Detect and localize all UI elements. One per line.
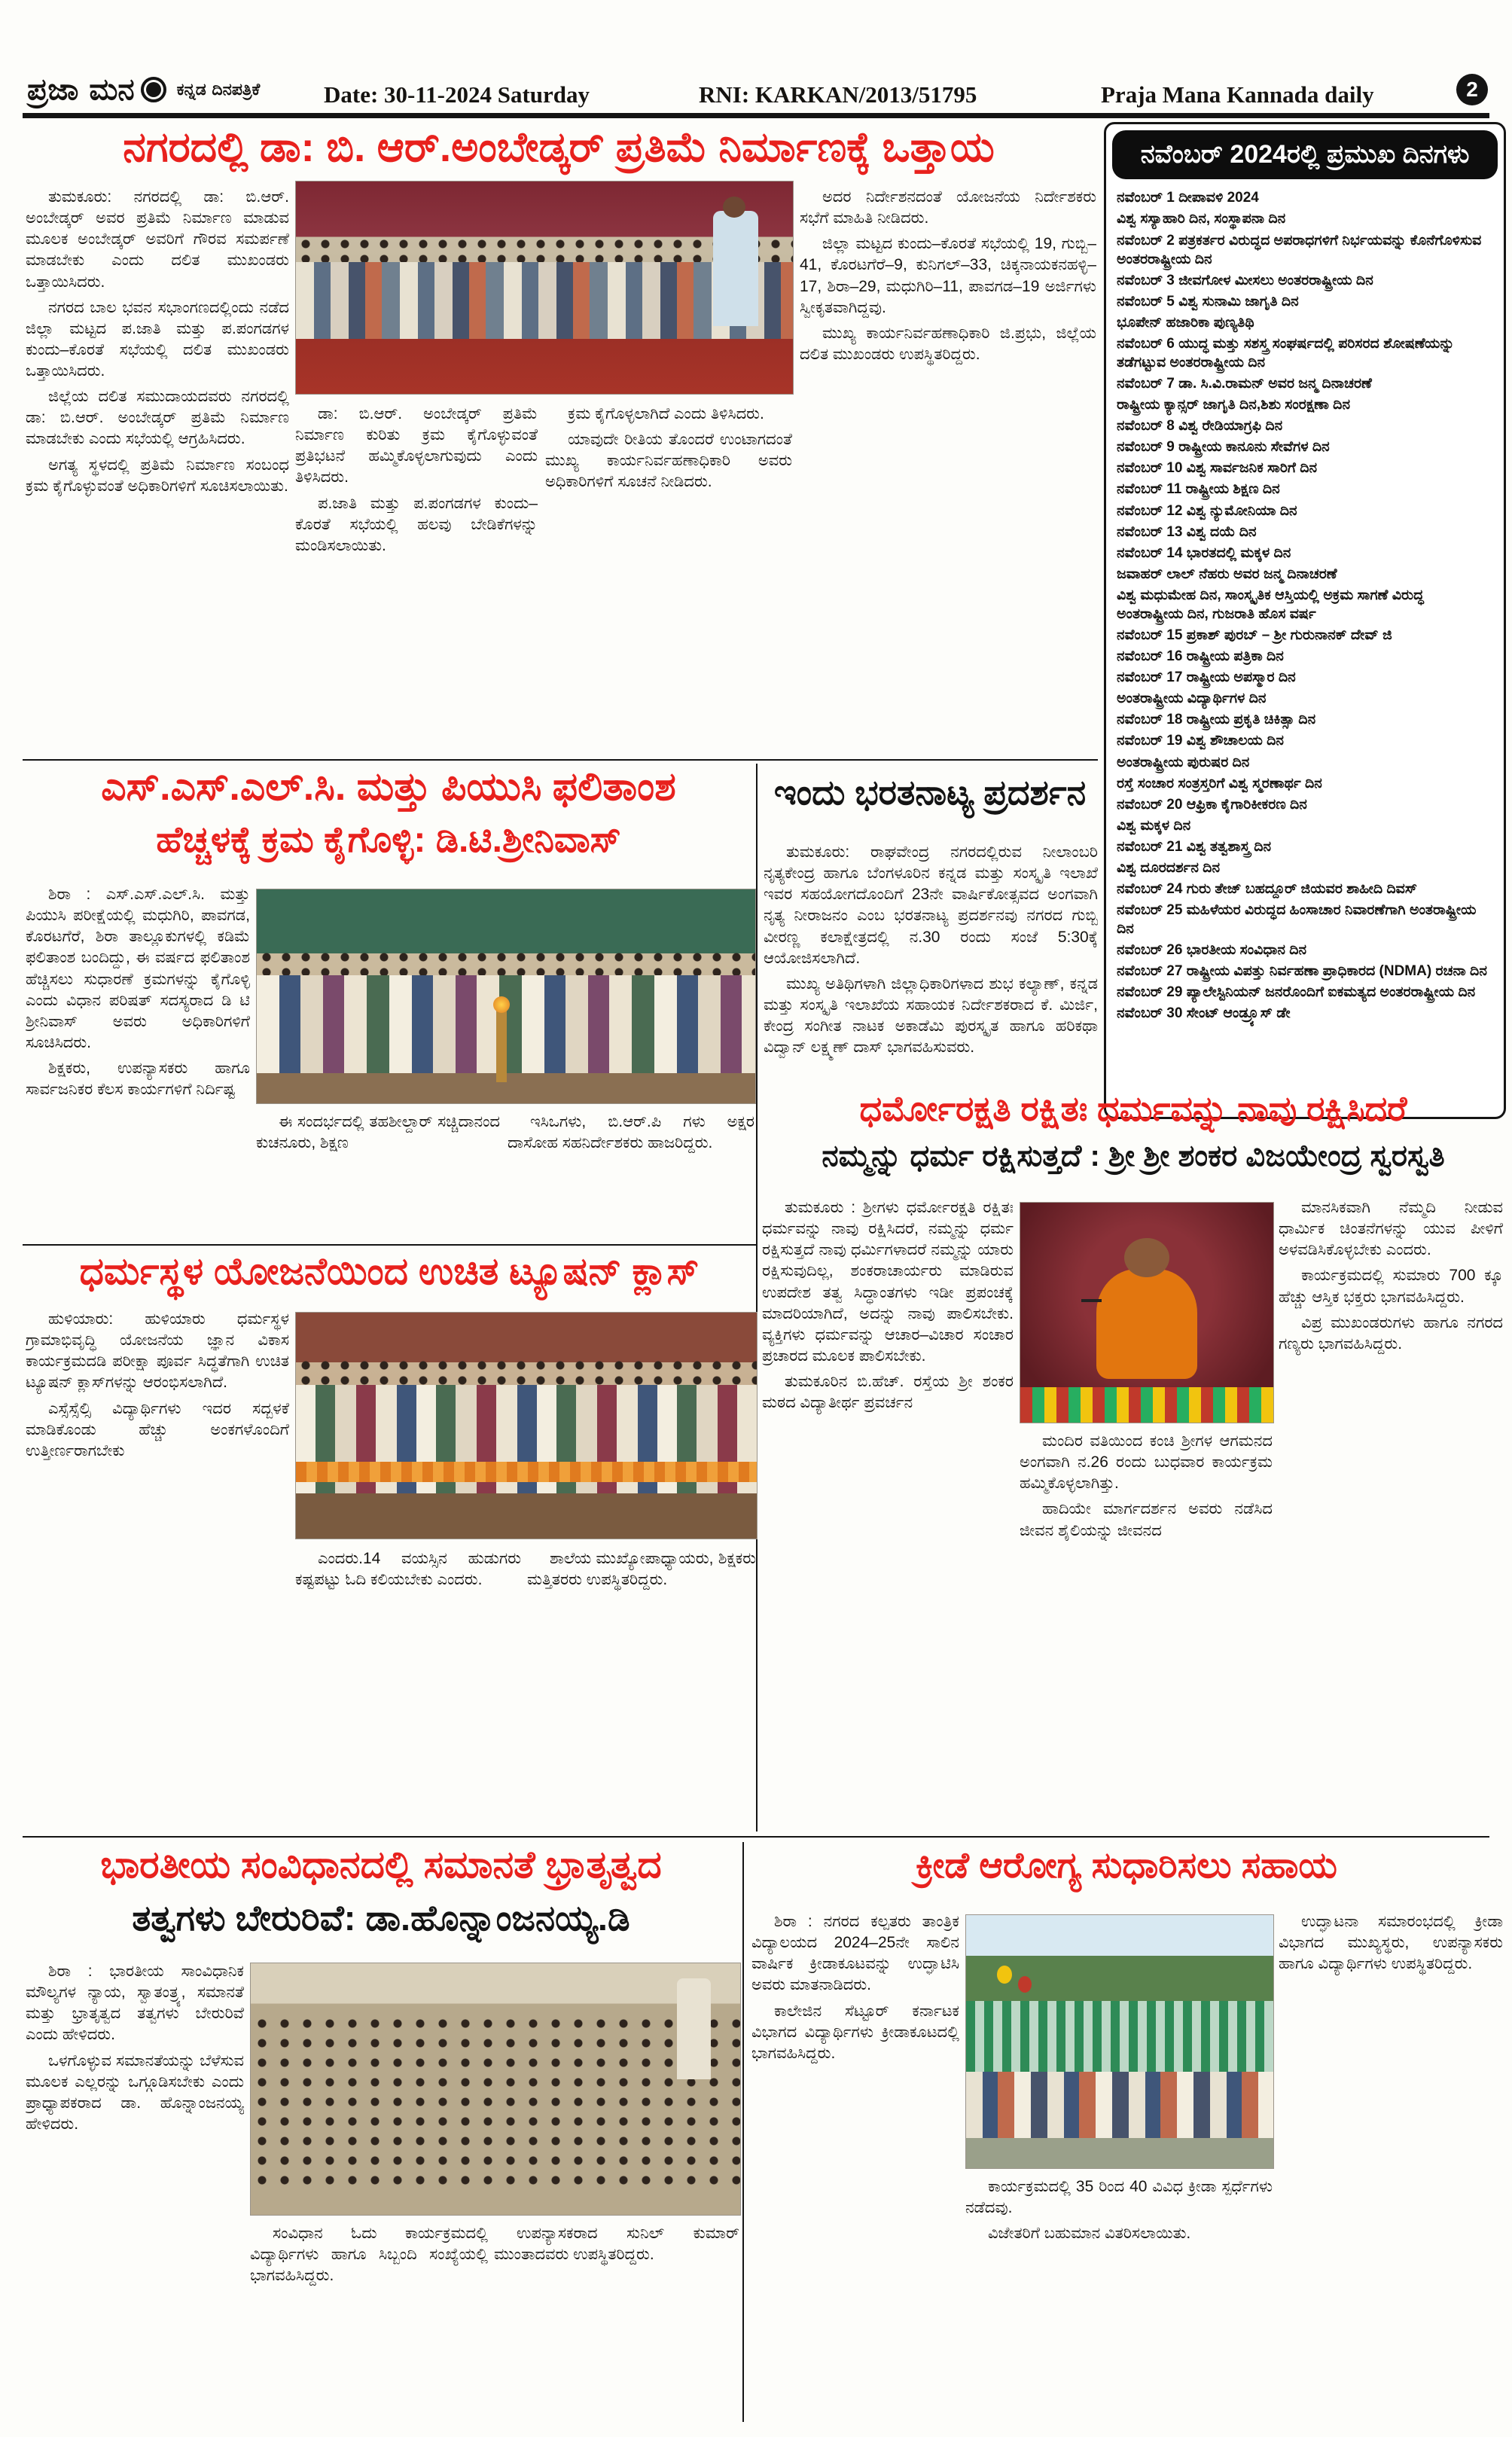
body-paragraph: ಮಂದಿರ ವತಿಯಿಂದ ಕಂಚಿ ಶ್ರೀಗಳ ಆಗಮನದ ಅಂಗವಾಗಿ ನ.26 ರಂದು ಬುಧವಾರ ಕಾರ್ಯಕ್ರಮ ಹಮ್ಮಿಕೊಳ್ಳಲಾಗಿತ್ತು. [1020,1432,1273,1493]
photo-detail [1096,1269,1197,1379]
divider [23,1244,756,1246]
balloon-icon [997,1966,1012,1984]
body-paragraph: ಶಿರಾ : ಎಸ್.ಎಸ್.ಎಲ್.ಸಿ. ಮತ್ತು ಪಿಯುಸಿ ಪರೀಕ್ಷೆಯಲ್ಲಿ ಮಧುಗಿರಿ, ಪಾವಗಡ, ಕೊರಟಗೆರೆ, ಶಿರಾ ತಾಲ್ಲೂಕುಗಳಲ್ಲಿ ಕಡಿಮೆ ಫಲಿತಾಂಶ ಬಂದಿದ್ದು, ಈ ವರ್ಷದ ಫಲಿತಾಂಶ ಹೆಚ್ಚಿಸಲು ಸುಧಾರಣೆ ಕ್ರಮಗಳನ್ನು ಕೈಗೊಳ್ಳಿ ಎಂದು ವಿಧಾನ ಪರಿಷತ್ ಸದಸ್ಯರಾದ ಡಿ ಟಿ ಶ್ರೀನಿವಾಸ್ ಅವರು ಅಧಿಕಾರಿಗಳಿಗೆ ಸೂಚಿಸಿದರು. [26,886,250,1051]
important-day-entry: ನವೆಂಬರ್ 29 ಪ್ಯಾಲೇಸ್ಟಿನಿಯನ್ ಜನರೊಂದಿಗೆ ಐಕಮತ್ಯದ ಅಂತರರಾಷ್ಟ್ರೀಯ ದಿನ [1117,984,1476,1001]
important-day-entry: ನವೆಂಬರ್ 20 ಆಫ್ರಿಕಾ ಕೈಗಾರಿಕೀಕರಣ ದಿನ [1117,796,1307,813]
article2-headline-line1: ಎಸ್.ಎಸ್.ಎಲ್.ಸಿ. ಮತ್ತು ಪಿಯುಸಿ ಫಲಿತಾಂಶ [101,765,676,809]
important-days-box [1104,122,1506,1119]
body-paragraph: ತುಮಕೂರು: ನಗರದಲ್ಲಿ ಡಾ: ಬಿ.ಆರ್. ಅಂಬೇಡ್ಕರ್ ಅವರ ಪ್ರತಿಮೆ ನಿರ್ಮಾಣ ಮಾಡುವ ಮೂಲಕ ಅಂಬೇಡ್ಕರ್ ಅವರಿಗೆ ಗೌರವ ಸಮರ್ಪಣೆ ಮಾಡಬೇಕು ಎಂದು ದಲಿತ ಮುಖಂಡರು ಒತ್ತಾಯಿಸಿದರು. [26,188,289,291]
body-paragraph: ತುಮಕೂರು : ಶ್ರೀಗಳು ಧರ್ಮೋರಕ್ಷತಿ ರಕ್ಷಿತಃ ಧರ್ಮವನ್ನು ನಾವು ರಕ್ಷಿಸಿದರೆ, ನಮ್ಮನ್ನು ಧರ್ಮ ರಕ್ಷಿಸುತ್ತದೆ ನಾವು ಧರ್ಮಿಗಳಾದರೆ ನಮ್ಮನ್ನು ಯಾರು ರಕ್ಷಿಸುವುದಿಲ್ಲ, ಶಂಕರಾಚಾರ್ಯರು ಮಾಡಿರುವ ಉಪದೇಶ ತತ್ವ ಸಿದ್ಧಾಂತಗಳು ಇಡೀ ಪ್ರಪಂಚಕ್ಕೆ ಮಾದರಿಯಾಗಿದೆ, ಅದನ್ನು ನಾವು ಪಾಲಿಸಬೇಕು. ವ್ಯಕ್ತಿಗಳು ಧರ್ಮವನ್ನು ಆಚಾರ–ವಿಚಾರ ಸಂಚಾರ ಪ್ರಚಾರದ ಮೂಲಕ ಪಾಲಿಸಬೇಕು. [762,1199,1014,1365]
important-day-entry: ನವೆಂಬರ್ 12 ವಿಶ್ವ ನ್ಯುಮೋನಿಯಾ ದಿನ [1117,502,1297,519]
body-paragraph: ಶಿಕ್ಷಕರು, ಉಪನ್ಯಾಸಕರು ಹಾಗೂ ಸಾರ್ವಜನಿಕರ ಕೆಲಸ ಕಾರ್ಯಗಳಿಗೆ ನಿರ್ದಿಷ್ಟ [26,1060,250,1099]
article4-headline-line1: ಧರ್ಮೋರಕ್ಷತಿ ರಕ್ಷಿತಃ ಧರ್ಮವನ್ನು ನಾವು ರಕ್ಷಿಸಿದರೆ [859,1089,1407,1128]
article2-photo [256,889,756,1104]
body-paragraph: ಕಾಲೇಜಿನ ಸೆಟ್ಟೂರ್ ಕರ್ನಾಟಕ ವಿಭಾಗದ ವಿದ್ಯಾರ್ಥಿಗಳು ಕ್ರೀಡಾಕೂಟದಲ್ಲಿ ಭಾಗವಹಿಸಿದ್ದರು. [751,2002,959,2062]
important-day-entry: ಭೂಪೇನ್ ಹಜಾರಿಕಾ ಪುಣ್ಯತಿಥಿ [1117,314,1254,331]
important-day-entry: ನವೆಂಬರ್ 21 ವಿಶ್ವ ತತ್ವಶಾಸ್ತ್ರ ದಿನ [1117,838,1272,855]
body-paragraph: ಎಂದರು.14 ವಯಸ್ಸಿನ ಹುಡುಗರು ಕಷ್ಟಪಟ್ಟು ಓದಿ ಕಲಿಯಬೇಕು ಎಂದರು. [295,1550,521,1589]
important-day-entry: ನವೆಂಬರ್ 6 ಯುದ್ಧ ಮತ್ತು ಸಶಸ್ತ್ರ ಸಂಘರ್ಷದಲ್ಲಿ ಪರಿಸರದ ಶೋಷಣೆಯನ್ನು ತಡೆಗಟ್ಟುವ ಅಂತರರಾಷ್ಟ್ರೀಯ ದಿನ [1117,335,1455,371]
photo-detail [966,2138,1273,2168]
body-paragraph: ಮುಖ್ಯ ಕಾರ್ಯನಿರ್ವಹಣಾಧಿಕಾರಿ ಜಿ.ಪ್ರಭು, ಜಿಲ್ಲೆಯ ದಲಿತ ಮುಖಂಡರು ಉಪಸ್ಥಿತರಿದ್ದರು. [800,324,1096,363]
body-paragraph: ಇಸಿಒಗಳು, ಬಿ.ಆರ್.ಪಿ ಗಳು ಅಕ್ಷರ ದಾಸೋಹ ಸಹನಿರ್ದೇಶಕರು ಹಾಜರಿದ್ದರು. [508,1113,754,1152]
body-paragraph: ಪ.ಜಾತಿ ಮತ್ತು ಪ.ಪಂಗಡಗಳ ಕುಂದು–ಕೊರತೆ ಸಭೆಯಲ್ಲಿ ಹಲವು ಬೇಡಿಕೆಗಳನ್ನು ಮಂಡಿಸಲಾಯಿತು. [295,494,538,554]
important-day-entry: ನವೆಂಬರ್ 9 ರಾಷ್ಟ್ರೀಯ ಕಾನೂನು ಸೇವೆಗಳ ದಿನ [1117,439,1330,456]
important-day-entry: ನವೆಂಬರ್ 30 ಸೇಂಟ್ ಆಂಡ್ರ್ಯೂಸ್ ಡೇ [1117,1005,1291,1022]
body-paragraph: ಕ್ರಮ ಕೈಗೊಳ್ಳಲಾಗಿದೆ ಎಂದು ತಿಳಿಸಿದರು. [568,405,764,422]
body-paragraph: ಶಾಲೆಯ ಮುಖ್ಯೋಪಾಧ್ಯಾಯರು, ಶಿಕ್ಷಕರು ಮತ್ತಿತರರು ಉಪಸ್ಥಿತರಿದ್ದರು. [527,1550,756,1589]
article5-column-2 [295,1548,521,1806]
important-day-entry: ವಿಶ್ವ ಮಕ್ಕಳ ದಿನ [1117,817,1191,834]
article7-headline: ಕ್ರೀಡೆ ಆರೋಗ್ಯ ಸುಧಾರಿಸಲು ಸಹಾಯ [916,1846,1337,1886]
divider [756,764,758,1832]
article1-column-2 [295,404,538,756]
body-paragraph: ಶಿರಾ : ನಗರದ ಕಲ್ಪತರು ತಾಂತ್ರಿಕ ವಿದ್ಯಾಲಯದ 2024–25ನೇ ಸಾಲಿನ ವಾರ್ಷಿಕ ಕ್ರೀಡಾಕೂಟವನ್ನು ಉದ್ಘಾಟಿಸಿ ಅವರು ಮಾತನಾಡಿದರು. [751,1913,959,1994]
balloon-icon [1018,1976,1032,1993]
photo-detail [493,996,510,1013]
body-paragraph: ಹಾದಿಯೇ ಮಾರ್ಗದರ್ಶನ ಅವರು ನಡೆಸಿದ ಜೀವನ ಶೈಲಿಯನ್ನು ಜೀವನದ [1020,1500,1273,1539]
important-day-entry: ನವೆಂಬರ್ 19 ವಿಶ್ವ ಶೌಚಾಲಯ ದಿನ [1117,733,1284,749]
article2-column-1 [26,884,250,1237]
article6-column-2 [250,2223,488,2416]
body-paragraph: ಯಾವುದೇ ರೀತಿಯ ತೊಂದರೆ ಉಂಟಾಗದಂತೆ ಮುಖ್ಯ ಕಾರ್ಯನಿರ್ವಹಣಾಧಿಕಾರಿ ಅವರು ಅಧಿಕಾರಿಗಳಿಗೆ ಸೂಚನೆ ನೀಡಿದರು. [545,431,792,491]
body-paragraph: ಅದರ ನಿರ್ದೇಶನದಂತೆ ಯೋಜನೆಯ ನಿರ್ದೇಶಕರು ಸಭೆಗೆ ಮಾಹಿತಿ ನೀಡಿದರು. [800,188,1096,227]
important-day-entry: ವಿಶ್ವ ಸಸ್ಯಾಹಾರಿ ದಿನ, ಸಂಸ್ಥಾಪನಾ ದಿನ [1117,211,1286,227]
body-paragraph: ಜಿಲ್ಲೆಯ ದಲಿತ ಸಮುದಾಯದವರು ನಗರದಲ್ಲಿ ಡಾ: ಬಿ.ಆರ್. ಅಂಬೇಡ್ಕರ್ ಪ್ರತಿಮೆ ನಿರ್ಮಾಣ ಮಾಡಬೇಕು ಎಂದು ಸಭೆಯಲ್ಲಿ ಆಗ್ರಹಿಸಿದರು. [26,388,289,448]
article1-headline: ನಗರದಲ್ಲಿ ಡಾ: ಬಿ. ಆರ್.ಅಂಬೇಡ್ಕರ್ ಪ್ರತಿಮೆ ನಿರ್ಮಾಣಕ್ಕೆ ಒತ್ತಾಯ [123,124,995,170]
edition-date: Date: 30-11-2024 Saturday [324,81,590,108]
article3-body [764,842,1098,1084]
article2-headline-line2: ಹೆಚ್ಚಳಕ್ಕೆ ಕ್ರಮ ಕೈಗೊಳ್ಳಿ: ಡಿ.ಟಿ.ಶ್ರೀನಿವಾಸ್ [156,820,621,860]
photo-detail [296,1462,757,1482]
important-day-entry: ನವೆಂಬರ್ 5 ವಿಶ್ವ ಸುನಾಮಿ ಜಾಗೃತಿ ದಿನ [1117,293,1299,310]
body-paragraph: ವಿಪ್ರ ಮುಖಂಡರುಗಳು ಹಾಗೂ ನಗರದ ಗಣ್ಯರು ಭಾಗವಹಿಸಿದ್ದರು. [1279,1313,1503,1353]
body-paragraph: ನಗರದ ಬಾಲ ಭವನ ಸಭಾಂಗಣದಲ್ಲಿಂದು ನಡೆದ ಜಿಲ್ಲಾ ಮಟ್ಟದ ಪ.ಜಾತಿ ಮತ್ತು ಪ.ಪಂಗಡಗಳ ಕುಂದು–ಕೊರತೆ ಸಭೆಯಲ್ಲಿ ದಲಿತ ಮುಖಂಡರು ಒತ್ತಾಯಿಸಿದರು. [26,298,289,380]
article6-photo [250,1963,741,2216]
body-paragraph: ಜಿಲ್ಲಾ ಮಟ್ಟದ ಕುಂದು–ಕೊರತೆ ಸಭೆಯಲ್ಲಿ 19, ಗುಬ್ಬಿ–41, ಕೊರಟಗೆರೆ–9, ಕುನಿಗಲ್–33, ಚಿಕ್ಕನಾಯಕನಹಳ್ಳಿ–17, ಶಿರಾ–29, ಮಧುಗಿರಿ–11, ಪಾವಗಡ–19 ಅರ್ಜಿಗಳು ಸ್ವೀಕೃತವಾಗಿದ್ದವು. [800,235,1096,316]
article5-photo [295,1312,758,1539]
body-paragraph: ವಿಜೇತರಿಗೆ ಬಹುಮಾನ ವಿತರಿಸಲಾಯಿತು. [988,2225,1191,2243]
photo-detail [713,211,758,325]
important-day-entry: ನವೆಂಬರ್ 14 ಭಾರತದಲ್ಲಿ ಮಕ್ಕಳ ದಿನ [1117,544,1291,561]
masthead-logo-subtext: ಕನ್ನಡ ದಿನಪತ್ರಿಕೆ [176,80,261,99]
important-day-entry: ನವೆಂಬರ್ 16 ರಾಷ್ಟ್ರೀಯ ಪತ್ರಿಕಾ ದಿನ [1117,648,1284,665]
body-paragraph: ಈ ಸಂದರ್ಭದಲ್ಲಿ ತಹಶೀಲ್ದಾರ್ ಸಚ್ಚಿದಾನಂದ ಕುಚನೂರು, ಶಿಕ್ಷಣ [256,1113,500,1152]
important-day-entry: ವಿಶ್ವ ಮಧುಮೇಹ ದಿನ, ಸಾಂಸ್ಕೃತಿಕ ಆಸ್ತಿಯಲ್ಲಿ ಅಕ್ರಮ ಸಾಗಣೆ ವಿರುದ್ಧ ಅಂತರಾಷ್ಟ್ರೀಯ ದಿನ, ಗುಜರಾತಿ ಹೊಸ ವರ್ಷ [1117,587,1424,622]
body-paragraph: ಮಾನಸಿಕವಾಗಿ ನೆಮ್ಮದಿ ನೀಡುವ ಧಾರ್ಮಿಕ ಚಿಂತನೆಗಳನ್ನು ಯುವ ಪೀಳಿಗೆ ಅಳವಡಿಸಿಕೊಳ್ಳಬೇಕು ಎಂದರು. [1279,1199,1503,1259]
page-number-badge: 2 [1456,74,1488,105]
important-day-entry: ಜವಾಹರ್ ಲಾಲ್ ನೆಹರು ಅವರ ಜನ್ಮ ದಿನಾಚರಣೆ [1117,566,1337,582]
divider [23,759,1098,761]
article5-headline: ಧರ್ಮಸ್ಥಳ ಯೋಜನೆಯಿಂದ ಉಚಿತ ಟ್ಯೂಷನ್ ಕ್ಲಾಸ್ [79,1250,700,1292]
body-paragraph: ಉಪನ್ಯಾಸಕರಾದ ಸುನಿಲ್ ಕುಮಾರ್ ಮುಂತಾದವರು ಉಪಸ್ಥಿತರಿದ್ದರು. [494,2225,739,2264]
header-rule [23,113,1489,118]
important-day-entry: ವಿಶ್ವ ದೂರದರ್ಶನ ದಿನ [1117,859,1221,876]
divider [742,1842,744,2422]
photo-detail [966,2072,1273,2137]
photo-detail [296,1358,757,1385]
important-day-entry: ನವೆಂಬರ್ 18 ರಾಷ್ಟ್ರೀಯ ಪ್ರಕೃತಿ ಚಿಕಿತ್ಸಾ ದಿನ [1117,712,1316,728]
body-paragraph: ಎಸ್ಸೆಸ್ಸೆಲ್ಸಿ ವಿದ್ಯಾರ್ಥಿಗಳು ಇದರ ಸದ್ಬಳಕೆ ಮಾಡಿಕೊಂಡು ಹೆಚ್ಚು ಅಂಕಗಳೊಂದಿಗೆ ಉತ್ತೀರ್ಣರಾಗಬೇಕು [26,1399,289,1459]
body-paragraph: ಡಾ: ಬಿ.ಆರ್. ಅಂಬೇಡ್ಕರ್ ಪ್ರತಿಮೆ ನಿರ್ಮಾಣ ಕುರಿತು ಕ್ರಮ ಕೈಗೊಳ್ಳುವಂತೆ ಪ್ರತಿಭಟನೆ ಹಮ್ಮಿಕೊಳ್ಳಲಾಗುವುದು ಎಂದು ತಿಳಿಸಿದರು. [295,405,538,486]
article7-column-3 [1279,1911,1503,2416]
article6-column-1 [26,1961,244,2416]
important-day-entry: ನವೆಂಬರ್ 17 ರಾಷ್ಟ್ರೀಯ ಅಪಸ್ಮಾರ ದಿನ [1117,669,1296,686]
article1-column-1 [26,187,289,756]
article4-column-3 [1279,1197,1503,1832]
body-paragraph: ಮುಖ್ಯ ಅತಿಥಿಗಳಾಗಿ ಜಿಲ್ಲಾಧಿಕಾರಿಗಳಾದ ಶುಭ ಕಲ್ಯಾಣ್, ಕನ್ನಡ ಮತ್ತು ಸಂಸ್ಕೃತಿ ಇಲಾಖೆಯ ಸಹಾಯಕ ನಿರ್ದೇಶಕರಾದ ಕೆ. ಮಿರ್ಜಿ, ಕೇಂದ್ರ ಸಂಗೀತ ನಾಟಕ ಅಕಾಡೆಮಿ ಪುರಸ್ಕೃತ ಹಾಗೂ ಹರಿಕಥಾ ವಿದ್ವಾನ್ ಲಕ್ಷ್ಮಣ್ ದಾಸ್ ಭಾಗವಹಿಸುವರು. [764,974,1098,1057]
divider [23,1836,1489,1838]
article4-column-2 [1020,1431,1273,1830]
article6-column-3 [494,2223,739,2416]
body-paragraph: ಸಂವಿಧಾನ ಓದು ಕಾರ್ಯಕ್ರಮದಲ್ಲಿ ವಿದ್ಯಾರ್ಥಿಗಳು ಹಾಗೂ ಸಿಬ್ಬಂದಿ ಸಂಖ್ಯೆಯಲ್ಲಿ ಭಾಗವಹಿಸಿದ್ದರು. [250,2225,488,2285]
article1-photo [295,181,794,395]
body-paragraph: ತುಮಕೂರಿನ ಬಿ.ಹೆಚ್. ರಸ್ತೆಯ ಶ್ರೀ ಶಂಕರ ಮಠದ ವಿದ್ಯಾತೀರ್ಥ ಪ್ರವರ್ಚನ [762,1373,1014,1412]
important-day-entry: ನವೆಂಬರ್ 7 ಡಾ. ಸಿ.ವಿ.ರಾಮನ್ ಅವರ ಜನ್ಮ ದಿನಾಚರಣೆ [1117,376,1372,392]
important-day-entry: ನವೆಂಬರ್ 10 ವಿಶ್ವ ಸಾರ್ವಜನಿಕ ಸಾರಿಗೆ ದಿನ [1117,460,1318,477]
important-day-entry: ನವೆಂಬರ್ 26 ಭಾರತೀಯ ಸಂವಿಧಾನ ದಿನ [1117,942,1307,959]
photo-detail [496,1009,507,1082]
photo-detail [257,950,755,975]
article7-column-1 [751,1911,959,2416]
important-day-entry: ಅಂತರಾಷ್ಟ್ರೀಯ ಪುರುಷರ ದಿನ [1117,754,1250,770]
important-day-entry: ನವೆಂಬರ್ 1 ದೀಪಾವಳಿ 2024 [1117,190,1259,206]
body-paragraph: ಅಗತ್ಯ ಸ್ಥಳದಲ್ಲಿ ಪ್ರತಿಮೆ ನಿರ್ಮಾಣ ಸಂಬಂಧ ಕ್ರಮ ಕೈಗೊಳ್ಳುವಂತೆ ಅಧಿಕಾರಿಗಳಿಗೆ ಸೂಚಿಸಲಾಯಿತು. [26,456,289,495]
photo-detail [723,197,745,218]
important-day-entry: ನವೆಂಬರ್ 24 ಗುರು ತೇಜ್ ಬಹದ್ದೂರ್ ಜಿಯವರ ಶಾಹೀದಿ ದಿವಸ್ [1117,880,1418,897]
article7-photo [965,1914,1274,2169]
photo-detail [966,2001,1273,2072]
article6-subheadline: ತತ್ವಗಳು ಬೇರುರಿವೆ: ಡಾ.ಹೊನ್ನಾಂಜನಯ್ಯ.ಡಿ [132,1898,630,1938]
photo-detail [1020,1387,1273,1423]
important-day-entry: ಅಂತರಾಷ್ಟ್ರೀಯ ವಿದ್ಯಾರ್ಥಿಗಳ ದಿನ [1117,691,1267,707]
masthead-logo-text: ಪ್ರಜಾ ಮನ [27,72,135,107]
important-day-entry: ನವೆಂಬರ್ 11 ರಾಷ್ಟ್ರೀಯ ಶಿಕ್ಷಣ ದಿನ [1117,481,1280,498]
rni-number: RNI: KARKAN/2013/51795 [699,81,977,108]
important-days-title: ನವೆಂಬರ್ 2024ರಲ್ಲಿ ಪ್ರಮುಖ ದಿನಗಳು [1112,130,1498,179]
body-paragraph: ಕಾರ್ಯಕ್ರಮದಲ್ಲಿ ಸುಮಾರು 700 ಕ್ಕೂ ಹೆಚ್ಚು ಆಸ್ತಿಕ ಭಕ್ತರು ಭಾಗವಹಿಸಿದ್ದರು. [1279,1267,1503,1306]
important-day-entry: ನವೆಂಬರ್ 2 ಪತ್ರಕರ್ತರ ವಿರುದ್ಧದ ಅಪರಾಧಗಳಿಗೆ ನಿರ್ಭಯವನ್ನು ಕೊನೆಗೊಳಿಸುವ ಅಂತರರಾಷ್ಟ್ರೀಯ ದಿನ [1117,232,1482,267]
important-day-entry: ನವೆಂಬರ್ 25 ಮಹಿಳೆಯರ ವಿರುದ್ಧದ ಹಿಂಸಾಚಾರ ನಿವಾರಣೆಗಾಗಿ ಅಂತರಾಷ್ಟ್ರೀಯ ದಿನ [1117,902,1477,938]
body-paragraph: ಹುಳಿಯಾರು: ಹುಳಿಯಾರು ಧರ್ಮಸ್ಥಳ ಗ್ರಾಮಾಭಿವೃದ್ಧಿ ಯೋಜನೆಯ ಜ್ಞಾನ ವಿಕಾಸ ಕಾರ್ಯಕ್ರಮದಡಿ ಪರೀಕ್ಷಾ ಪೂರ್ವ ಸಿದ್ಧತೆಗಾಗಿ ಉಚಿತ ಟ್ಯೂಷನ್ ಕ್ಲಾಸ್‌ಗಳನ್ನು ಆರಂಭಿಸಲಾಗಿದೆ. [26,1310,289,1392]
important-day-entry: ನವೆಂಬರ್ 15 ಪ್ರಕಾಶ್ ಪುರಬ್ – ಶ್ರೀ ಗುರುನಾನಕ್ ದೇವ್ ಜಿ [1117,627,1392,644]
body-paragraph: ಒಳಗೊಳ್ಳುವ ಸಮಾನತೆಯನ್ನು ಬೆಳೆಸುವ ಮೂಲಕ ಎಲ್ಲರನ್ನು ಒಗ್ಗೂಡಿಸಬೇಕು ಎಂದು ಪ್ರಾಧ್ಯಾಪಕರಾದ ಡಾ. ಹೊನ್ನಾಂಜನಯ್ಯ ಹೇಳಿದರು. [26,2051,244,2133]
body-paragraph: ಉದ್ಘಾಟನಾ ಸಮಾರಂಭದಲ್ಲಿ ಕ್ರೀಡಾ ವಿಭಾಗದ ಮುಖ್ಯಸ್ಥರು, ಉಪನ್ಯಾಸಕರು ಹಾಗೂ ವಿದ್ಯಾರ್ಥಿಗಳು ಉಪಸ್ಥಿತರಿದ್ದರು. [1279,1913,1503,1973]
masthead-logo [27,72,260,107]
article6-headline-line1: ಭಾರತೀಯ ಸಂವಿಧಾನದಲ್ಲಿ ಸಮಾನತೆ ಭ್ರಾತೃತ್ವದ [100,1844,662,1886]
article2-column-3 [508,1112,754,1237]
paper-name-english: Praja Mana Kannada daily [1101,81,1374,108]
article3-headline: ಇಂದು ಭರತನಾಟ್ಯ ಪ್ರದರ್ಶನ [773,773,1087,812]
article4-column-1 [762,1197,1014,1832]
important-day-entry: ನವೆಂಬರ್ 3 ಜೀವಗೋಳ ಮೀಸಲು ಅಂತರರಾಷ್ಟ್ರೀಯ ದಿನ [1117,272,1373,288]
important-days-list [1106,185,1504,1031]
photo-detail [1124,1238,1169,1278]
article4-subheadline: ನಮ್ಮನ್ನು ಧರ್ಮ ರಕ್ಷಿಸುತ್ತದೆ : ಶ್ರೀ ಶ್ರೀ ಶಂಕರ ವಿಜಯೇಂದ್ರ ಸ್ವರಸ್ವತಿ [822,1139,1445,1173]
article1-column-3 [545,404,792,756]
photo-detail [677,1978,712,2079]
body-paragraph: ತುಮಕೂರು: ರಾಘವೇಂದ್ರ ನಗರದಲ್ಲಿರುವ ನೀಲಾಂಬರಿ ನೃತ್ಯಕೇಂದ್ರ ಹಾಗೂ ಬೆಂಗಳೂರಿನ ಕನ್ನಡ ಮತ್ತು ಸಂಸ್ಕೃತಿ ಇಲಾಖೆ ಇವರ ಸಹಯೋಗದೊಂದಿಗೆ 23ನೇ ವಾರ್ಷಿಕೋತ್ಸವದ ಅಂಗವಾಗಿ ನೃತ್ಯ ನೀರಾಜನಂ ಎಂಬ ಭರತನಾಟ್ಯ ಪ್ರದರ್ಶನವು ನಗರದ ಗುಬ್ಬಿ ವೀರಣ್ಣ ಕಲಾಕ್ಷೇತ್ರದಲ್ಲಿ ನ.30 ರಂದು ಸಂಜೆ 5:30ಕ್ಕೆ ಆಯೋಜಿಸಲಾಗಿದೆ. [764,843,1098,967]
photo-detail [251,2014,740,2190]
photo-detail [1081,1299,1102,1302]
article7-column-2 [965,2176,1273,2416]
logo-emblem-icon [141,77,166,102]
important-day-entry: ರಾಷ್ಟ್ರೀಯ ಕ್ಯಾನ್ಸರ್ ಜಾಗೃತಿ ದಿನ,ಶಿಶು ಸಂರಕ್ಷಣಾ ದಿನ [1117,397,1351,413]
article2-column-2 [256,1112,500,1237]
important-day-entry: ರಸ್ತೆ ಸಂಚಾರ ಸಂತ್ರಸ್ತರಿಗೆ ವಿಶ್ವ ಸ್ಮರಣಾರ್ಥ ದಿನ [1117,775,1322,791]
article5-column-3 [527,1548,756,1806]
important-day-entry: ನವೆಂಬರ್ 8 ವಿಶ್ವ ರೇಡಿಯಾಗ್ರಫಿ ದಿನ [1117,418,1283,435]
important-day-entry: ನವೆಂಬರ್ 27 ರಾಷ್ಟ್ರೀಯ ವಿಪತ್ತು ನಿರ್ವಹಣಾ ಪ್ರಾಧಿಕಾರದ (NDMA) ರಚನಾ ದಿನ [1117,963,1487,980]
body-paragraph: ಕಾರ್ಯಕ್ರಮದಲ್ಲಿ 35 ರಿಂದ 40 ವಿವಿಧ ಕ್ರೀಡಾ ಸ್ಪರ್ಧೆಗಳು ನಡೆದವು. [965,2178,1273,2217]
article1-column-4 [800,187,1096,758]
article4-photo [1020,1202,1274,1423]
article5-column-1 [26,1309,289,1807]
important-day-entry: ನವೆಂಬರ್ 13 ವಿಶ್ವ ದಯೆ ದಿನ [1117,523,1257,540]
body-paragraph: ಶಿರಾ : ಭಾರತೀಯ ಸಾಂವಿಧಾನಿಕ ಮೌಲ್ಯಗಳ ನ್ಯಾಯ, ಸ್ವಾತಂತ್ರ್ಯ, ಸಮಾನತೆ ಮತ್ತು ಭ್ರಾತೃತ್ವದ ತತ್ವಗಳು ಬೇರುರಿವೆ ಎಂದು ಹೇಳಿದರು. [26,1963,244,2044]
